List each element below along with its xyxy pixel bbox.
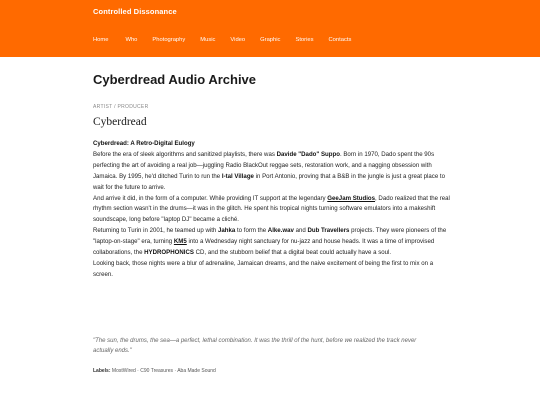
nav-contacts[interactable]: Contacts: [328, 37, 352, 43]
labels-title: Labels:: [93, 368, 111, 374]
post-category: ARTIST / PRODUCER: [93, 104, 149, 110]
site-title[interactable]: Controlled Dissonance: [93, 7, 177, 16]
site-header: [0, 0, 540, 57]
pull-quote: "The sun, the drums, the sea—a perfect, lethal combination. It was the thrill of the hunt, before we realized the track never actually ends.": [93, 338, 417, 354]
nav-who[interactable]: Who: [125, 37, 138, 43]
paragraph-1: Before the era of sleek algorithms and sanitized playlists, there was Davide "Dado" Suppo. Born in 1970, Dado spent the 90s perfecting the art of avoiding a real job—juggling Radio BlackOut reggae sets, restoration work, and a nagging obsession with Jamaica. By 1995, he'd ditched Turin to run the I-tal Village in Port Antonio, proving that a B&B in the jungle is just a great place to wait for the future to arrive.: [93, 150, 445, 191]
nav-video[interactable]: Video: [230, 37, 246, 43]
page-title: Cyberdread Audio Archive: [93, 72, 257, 87]
post-labels: [93, 368, 216, 374]
post-body: [93, 139, 453, 281]
km5-link[interactable]: KM5: [173, 238, 187, 246]
labels-list[interactable]: MostWired · C90 Treasures · Aba Made Sound: [111, 368, 216, 374]
paragraph-2: And arrive it did, in the form of a computer. While providing IT support at the legendary GeeJam Studios, Dado realized that the real rhythm section wasn't in the drums—it was in the glitch. He spent his tropical nights turning software emulators into a makeshift soundscape, long before "laptop DJ" became a cliché.: [93, 194, 450, 224]
nav-photography[interactable]: Photography: [152, 37, 186, 43]
main-nav: [93, 37, 366, 43]
post-subtitle: Cyberdread: A Retro-Digital Eulogy: [93, 140, 195, 147]
nav-home[interactable]: Home: [93, 37, 109, 43]
post-title: Cyberdread: [93, 116, 147, 128]
geejam-link[interactable]: GeeJam Studios: [327, 194, 376, 202]
paragraph-3: Returning to Turin in 2001, he teamed up with Jahka to form the Alke.wav and Dub Travellers projects. They were pioneers of the "laptop-on-stage" era, turning KM5 into a Wednesday night sanctuary for nu-jazz and house heads. It was a time of improvised collaborations, the HYDROPHONICS CD, and the stubborn belief that a digital beat could actually have a soul.: [93, 227, 447, 257]
nav-music[interactable]: Music: [200, 37, 216, 43]
nav-stories[interactable]: Stories: [295, 37, 314, 43]
nav-graphic[interactable]: Graphic: [260, 37, 281, 43]
paragraph-4: Looking back, those nights were a blur of adrenaline, Jamaican dreams, and the naive excitement of being the first to mix on a screen.: [93, 259, 434, 278]
